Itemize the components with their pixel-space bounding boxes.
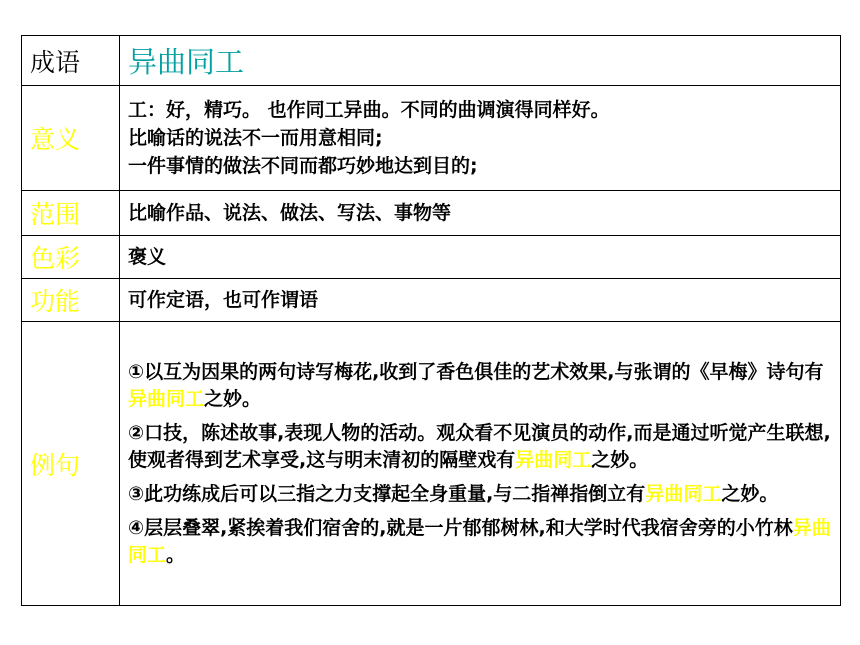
- function-content: 可作定语，也可作谓语: [120, 279, 841, 322]
- color-label: 色彩: [22, 236, 120, 279]
- color-content: 褒义: [120, 236, 841, 279]
- example-highlight: 异曲同工: [128, 387, 205, 410]
- example-sentence: [128, 515, 832, 569]
- example-highlight: 异曲同工: [645, 482, 722, 505]
- example-sentence: [128, 359, 832, 413]
- example-text: 之妙。: [204, 387, 262, 410]
- examples-label: 例句: [22, 322, 120, 606]
- example-sentence: [128, 420, 832, 474]
- header-label: 成语: [22, 36, 120, 86]
- example-text: ②口技，陈述故事,表现人物的活动。观众看不见演员的动作,而是通过听觉产生联想,使观者得到艺术享受,这与明末清初的隔壁戏有: [128, 421, 831, 471]
- example-text: 。: [166, 543, 186, 566]
- function-label: 功能: [22, 279, 120, 322]
- example-text: ④层层叠翠,紧挨着我们宿舍的,就是一片郁郁树林,和大学时代我宿舍旁的小竹林: [128, 516, 793, 539]
- scope-content: 比喻作品、说法、做法、写法、事物等: [120, 191, 841, 236]
- header-row: [22, 36, 841, 86]
- meaning-line: 比喻话的说法不一而用意相同;: [128, 127, 383, 149]
- example-text: 之妙。: [591, 448, 649, 471]
- meaning-line: 工：好，精巧。 也作同工异曲。不同的曲调演得同样好。: [128, 99, 610, 121]
- example-text: ①以互为因果的两句诗写梅花,收到了香色俱佳的艺术效果,与张谓的《早梅》诗句有: [128, 360, 824, 383]
- scope-label: 范围: [22, 191, 120, 236]
- meaning-row: [22, 86, 841, 191]
- example-sentence: [128, 481, 832, 508]
- example-highlight: 异曲同工: [515, 448, 592, 471]
- function-row: [22, 279, 841, 322]
- meaning-content: [120, 86, 841, 191]
- example-text: ③此功练成后可以三指之力支撑起全身重量,与二指禅指倒立有: [128, 482, 646, 505]
- color-row: [22, 236, 841, 279]
- meaning-line: 一件事情的做法不同而都巧妙地达到目的;: [128, 155, 478, 177]
- idiom-title: 异曲同工: [120, 36, 841, 86]
- example-highlight: 异曲同工: [128, 516, 831, 566]
- idiom-table: [21, 35, 841, 606]
- meaning-label: 意义: [22, 86, 120, 191]
- examples-row: [22, 322, 841, 606]
- example-text: 之妙。: [721, 482, 779, 505]
- scope-row: [22, 191, 841, 236]
- examples-content: [120, 322, 841, 606]
